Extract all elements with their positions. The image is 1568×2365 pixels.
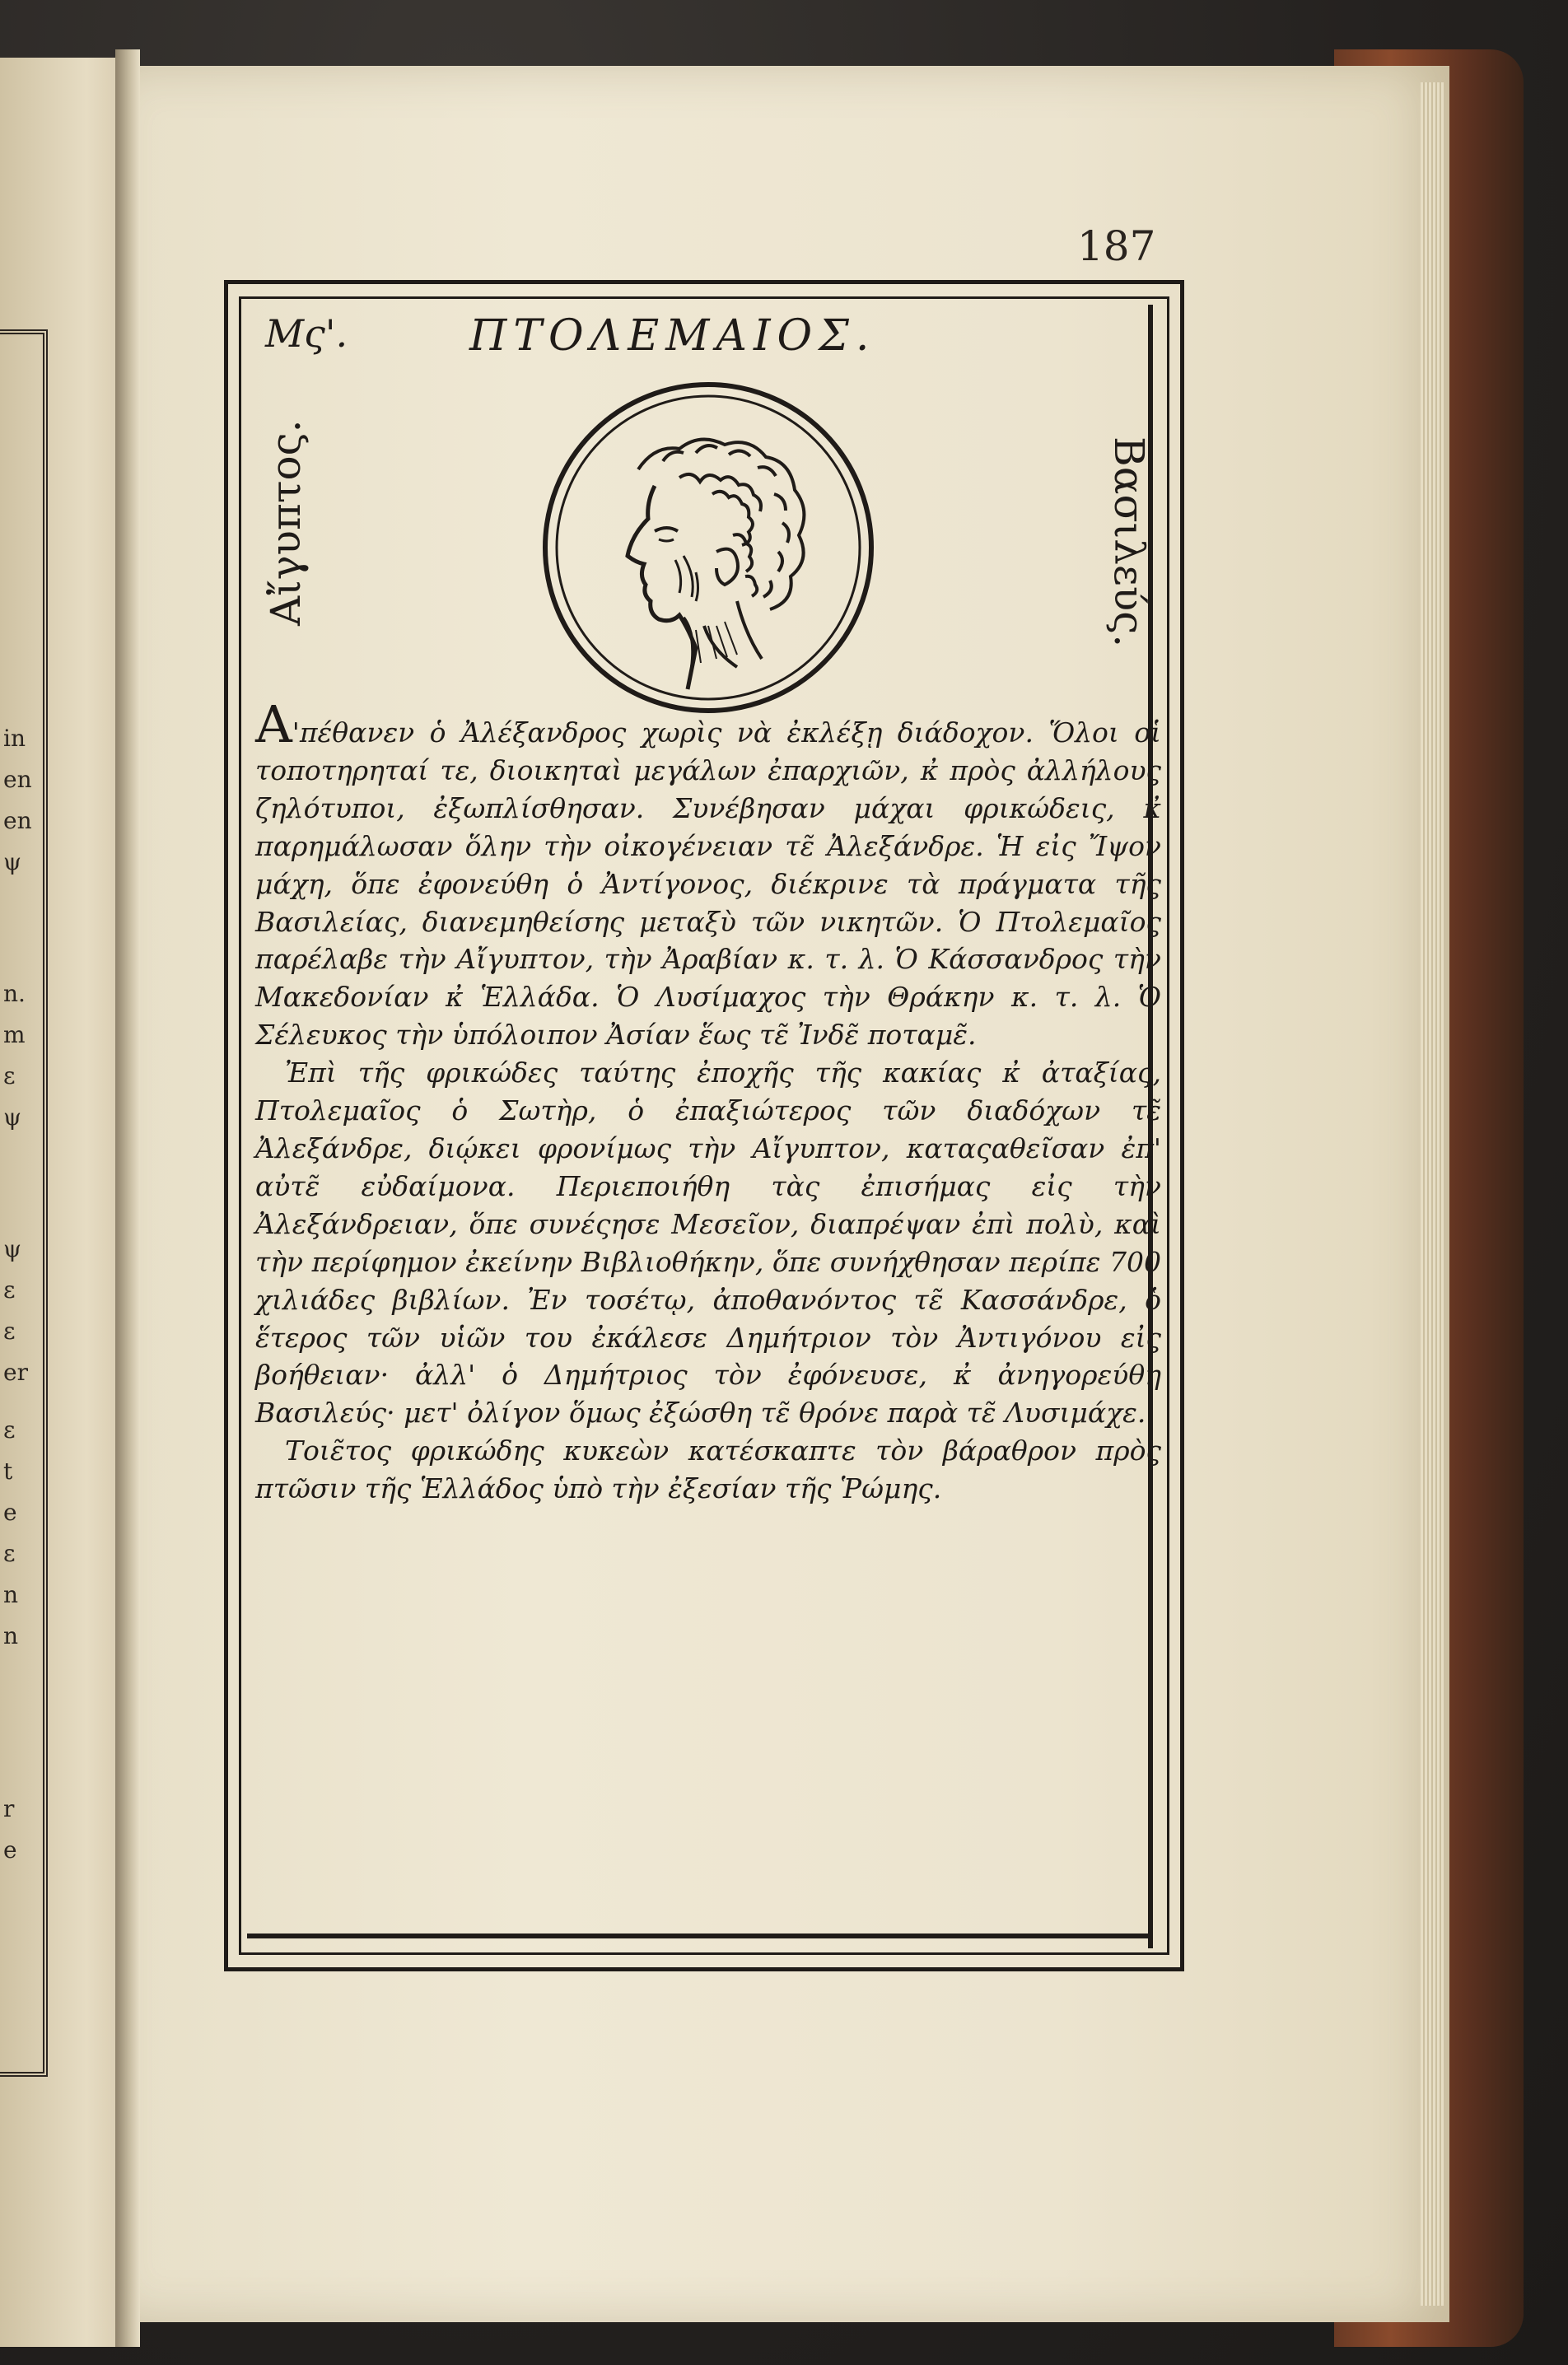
facing-page-fragment: ε [3,1540,16,1567]
page-number: 187 [1077,222,1156,270]
facing-page-fragment: n. [3,980,26,1007]
paragraph [255,1432,1161,1508]
paragraph-text: Τοιε̃τος φρικώδης κυκεὼν κατέσκαπτε τὸν βάραθρον πρὸς πτῶσιν τῆς Ἑλλάδος ὑπὸ τὴν ἐξεσίαν τῆς Ῥώμης. [255,1434,1161,1505]
facing-page [0,58,124,2347]
facing-page-fragment: ψ [3,1103,21,1131]
portrait-medallion-icon [539,379,877,716]
entry-number: Μς'. [265,311,348,356]
paragraph-text: Ἐπὶ τῆς φρικώδες ταύτης ἐποχῆς τῆς κακίας κ̓ ἀταξίας, Πτολεμαῖος ὁ Σωτὴρ, ὁ ἐπαξιώτερος τῶν διαδόχων τε̃ Ἀλεξάνδρε, διῴκει φρονίμως τὴν Αἴγυπτον, καταςαθεῖσαν ἐπ' αὐτε̃ εὐδαίμονα. Περιεποιήθη τὰς ἐπισήμας εἰς τὴν Ἀλεξάνδρειαν, ὅπε συνέςησε Μεσεῖον, διαπρέψαν ἐπὶ πολὺ, καὶ τὴν περίφημον ἐκείνην Βιβλιοθήκην, ὅπε συνήχθησαν περίπε 700 χιλιάδες βιβλίων. Ἐν τοσέτῳ, ἀποθανόντος τε̃ Κασσάνδρε, ὁ ἕτερος τῶν υἱῶν του ἐκάλεσε Δημήτριον τὸν Ἀντιγόνου εἰς βοήθειαν· ἀλλ' ὁ Δημήτριος τὸν ἐφόνευσε, κ̓ ἀνηγορεύθη Βασιλεύς· μετ' ὀλίγον ὅμως ἐξώσθη τε̃ θρόνε παρὰ τε̃ Λυσιμάχε. [255,1057,1161,1430]
facing-page-fragment: er [3,1359,28,1386]
frame-shadow-rule-bottom [247,1934,1153,1938]
facing-page-fragment: n [3,1581,19,1608]
facing-page-fragment: ε [3,1318,16,1345]
facing-page-fragment: in [3,725,26,752]
facing-page-fragment: ε [3,1416,16,1444]
facing-page-fragment: ψ [3,848,21,875]
facing-page-fragment: ε [3,1276,16,1304]
facing-page-fragment: ε [3,1062,16,1089]
drop-cap: Α [255,694,292,754]
facing-page-fragment: n [3,1622,19,1649]
paragraph-text: 'πέθανεν ὁ Ἀλέξανδρος χωρὶς νὰ ἐκλέξῃ διάδοχον. Ὅλοι οἱ τοποτηρηταί τε, διοικηταὶ μεγάλων ἐπαρχιῶν, κ̓ πρὸς ἀλλήλους ζηλότυποι, ἐξωπλίσθησαν. Συνέβησαν μάχαι φρικώδεις, κ̓ παρημάλωσαν ὅλην τὴν οἰκογένειαν τε̃ Ἀλεξάνδρε. Ἡ εἰς Ἴψον μάχη, ὅπε ἐφονεύθη ὁ Ἀντίγονος, διέκρινε τὰ πράγματα τῆς Βασιλείας, διανεμηθείσης μεταξὺ τῶν νικητῶν. Ὁ Πτολεμαῖος παρέλαβε τὴν Αἴγυπτον, τὴν Ἀραβίαν κ. τ. λ. Ὁ Κάσσανδρος τὴν Μακεδονίαν κ̓ Ἑλλάδα. Ὁ Λυσίμαχος τὴν Θράκην κ. τ. λ. Ὁ Σέλευκος τὴν ὑπόλοιπον Ἀσίαν ἕως τε̃ Ἰνδε̃ ποταμε̃. [255,716,1161,1052]
facing-page-fragment: en [3,807,32,834]
facing-page-fragment: en [3,766,32,793]
facing-page-fragment: e [3,1836,17,1864]
paragraph [255,694,1161,1054]
facing-page-fragment: t [3,1458,13,1485]
side-label-rank: Βασιλεύς. [1105,436,1153,648]
facing-page-fragment: r [3,1795,15,1822]
facing-page-fragment: m [3,1021,26,1048]
paragraph [255,1054,1161,1432]
page-edges [1421,82,1444,2306]
page-title: ΠΤΟΛΕΜΑΙΟΣ. [469,311,876,361]
page-gutter [115,49,140,2347]
side-label-country: Αἴγυπτος. [262,419,310,626]
facing-page-fragment: ψ [3,1235,21,1262]
body-text [255,694,1161,1508]
facing-page-fragment: e [3,1499,17,1526]
